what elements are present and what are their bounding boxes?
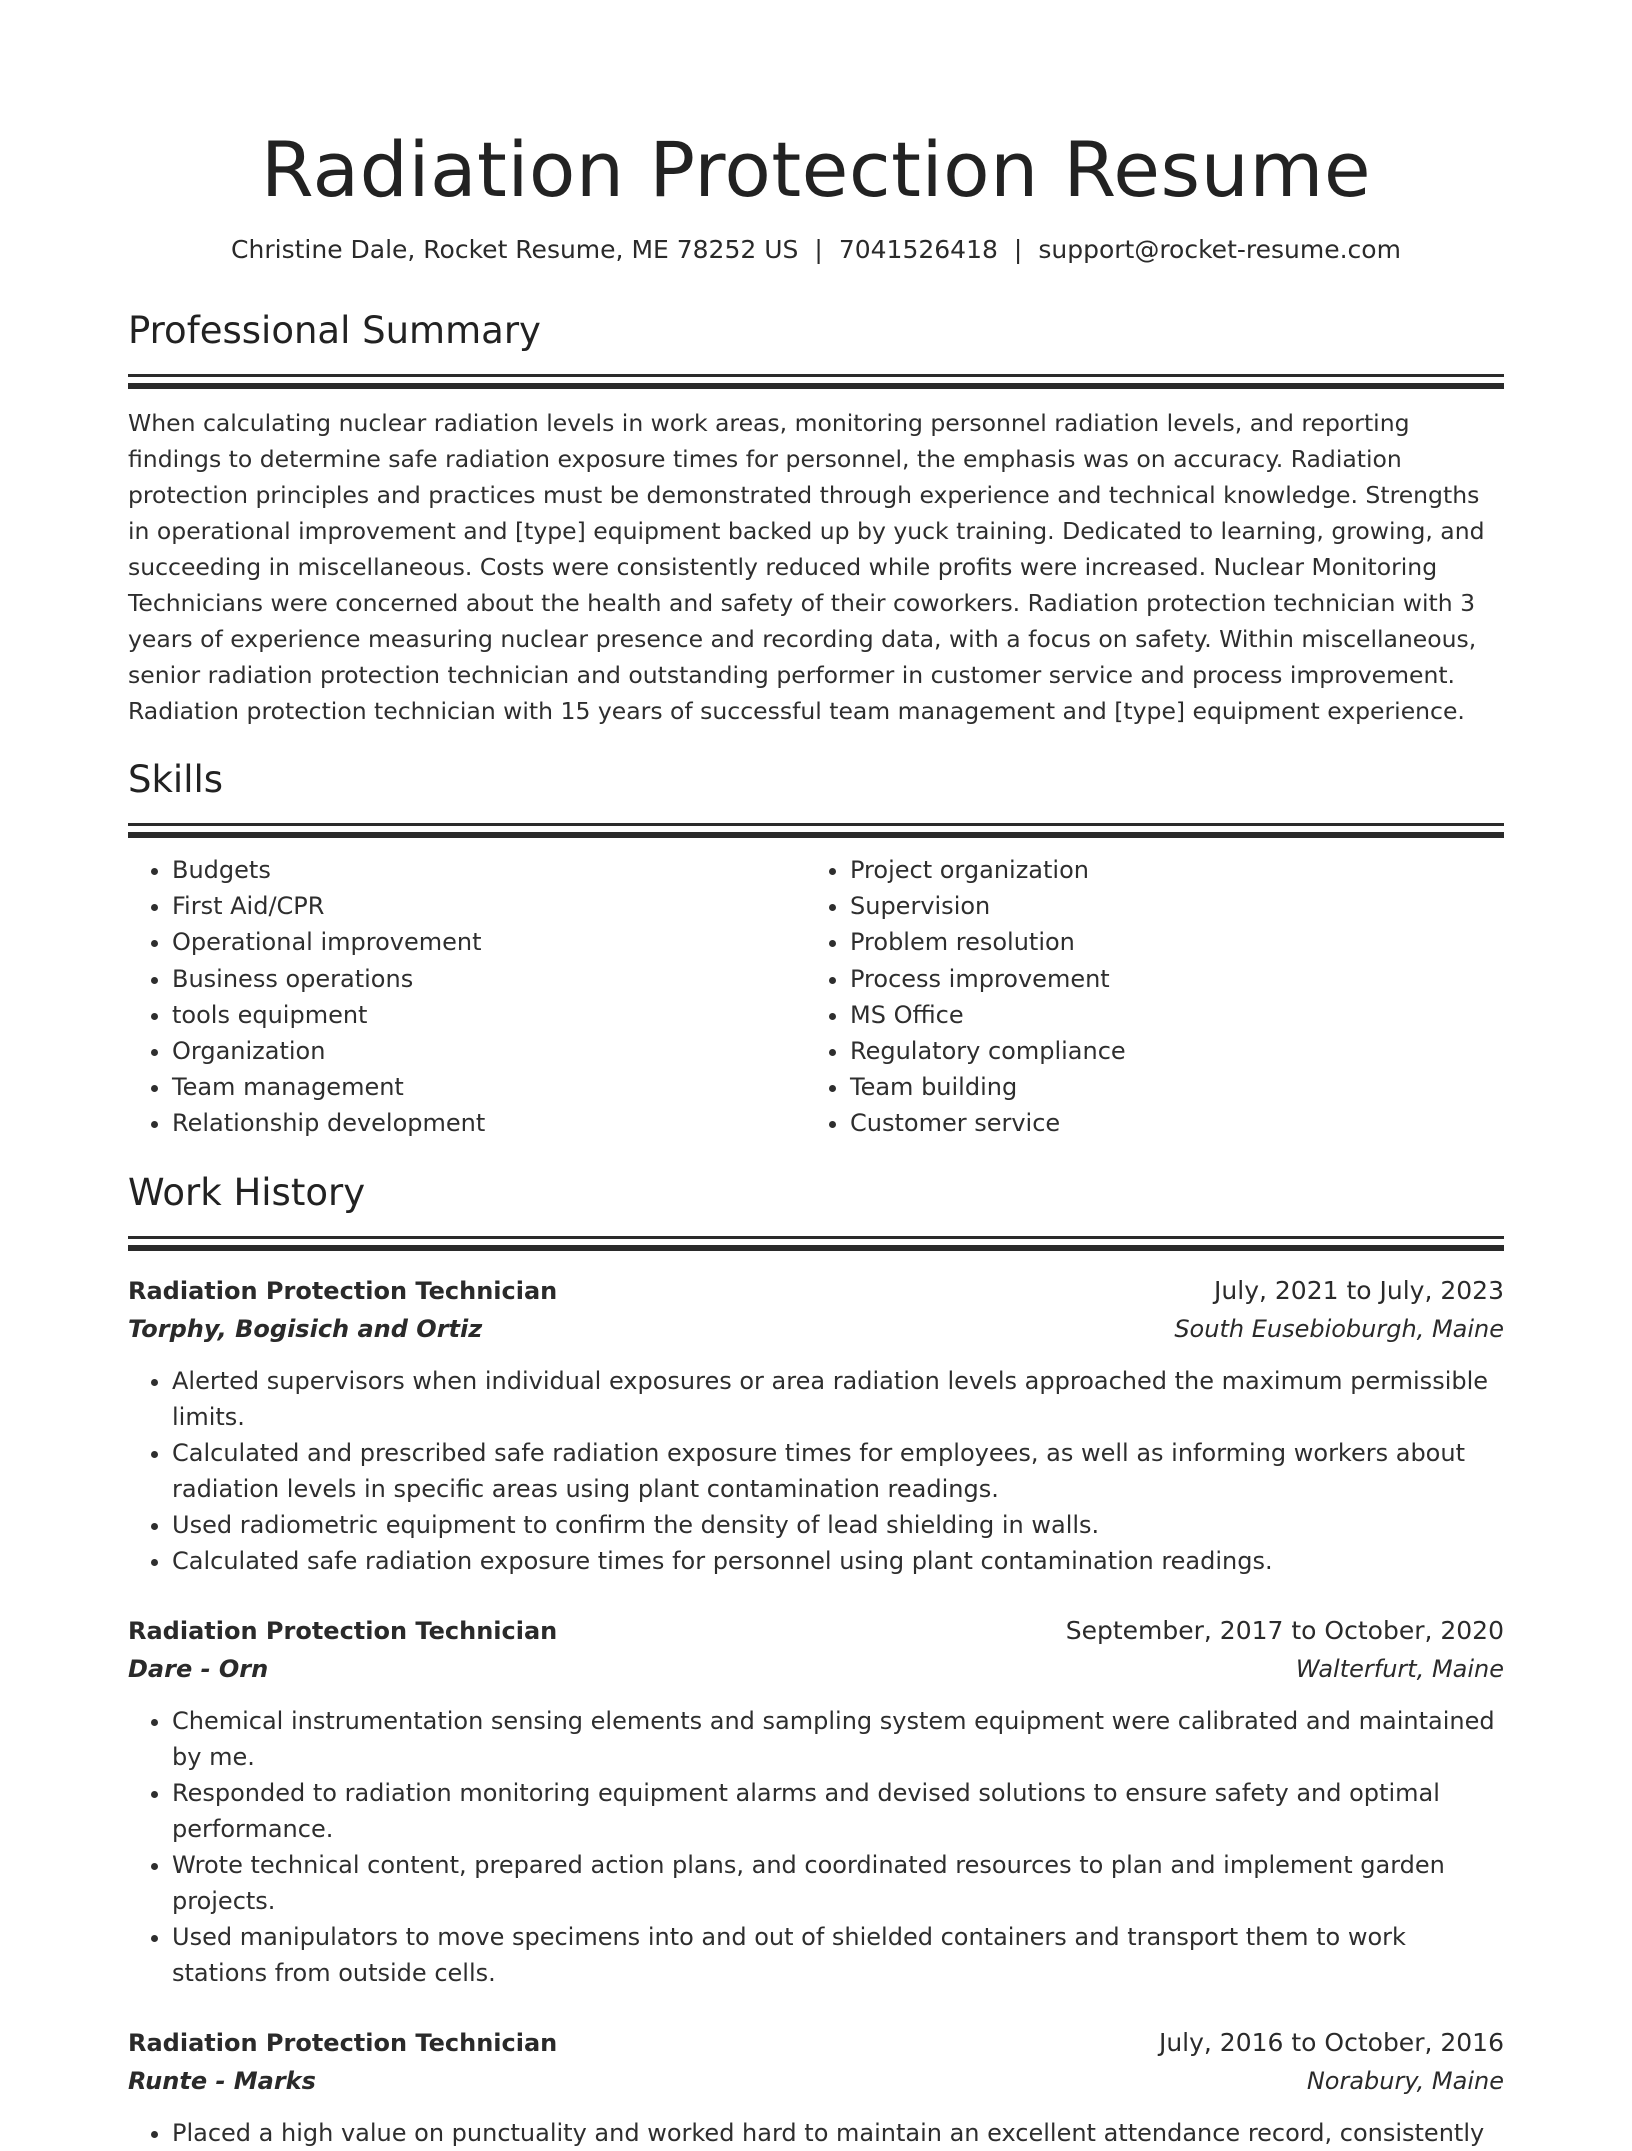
skills-list <box>128 852 1504 1142</box>
job-duty: • Used manipulators to move specimens into and out of shielded containers and transport them to work stations from outside cells. <box>172 1919 1504 1991</box>
job-location: Norabury, Maine <box>1306 2066 1504 2095</box>
job-dates: September, 2017 to October, 2020 <box>1065 1615 1504 1645</box>
job-company: Runte - Marks <box>128 2066 316 2095</box>
contact-phone: 7041526418 <box>838 235 998 264</box>
contact-email: support@rocket-resume.com <box>1038 235 1401 264</box>
contact-address: Christine Dale, Rocket Resume, ME 78252 US <box>231 235 799 264</box>
skill-item: • Budgets <box>172 852 806 888</box>
job-duties <box>128 1363 1504 1579</box>
job-duty: • Chemical instrumentation sensing elements and sampling system equipment were calibrated and maintained by me. <box>172 1703 1504 1775</box>
section-divider-thick <box>128 832 1504 838</box>
skill-item: • Regulatory compliance <box>850 1033 1484 1069</box>
resume-page <box>128 0 1504 2151</box>
resume-title: Radiation Protection Resume <box>260 125 1372 214</box>
section-divider-thick <box>128 1245 1504 1251</box>
skill-item: • Customer service <box>850 1105 1484 1141</box>
job-header <box>128 1613 1504 1649</box>
job-employer-row <box>128 2061 1504 2101</box>
job-duty: • Placed a high value on punctuality and worked hard to maintain an excellent attendance record, consistently <box>172 2115 1504 2151</box>
job-header <box>128 1273 1504 1309</box>
job-dates: July, 2016 to October, 2016 <box>1158 2027 1504 2057</box>
section-divider-thick <box>128 383 1504 389</box>
job-duty: • Alerted supervisors when individual exposures or area radiation levels approached the maximum permissible limits. <box>172 1363 1504 1435</box>
skill-item: • Project organization <box>850 852 1484 888</box>
contact-separator: | <box>814 235 823 264</box>
section-divider <box>128 823 1504 826</box>
skill-item: • Operational improvement <box>172 924 806 960</box>
skill-item: • Team building <box>850 1069 1484 1105</box>
job-employer-row <box>128 1309 1504 1349</box>
job-entry <box>128 1613 1504 1991</box>
job-employer-row <box>128 1649 1504 1689</box>
work-history-section <box>128 1168 1504 2151</box>
skill-item: • Organization <box>172 1033 806 1069</box>
section-divider <box>128 1236 1504 1239</box>
summary-section <box>128 306 1504 729</box>
skill-item: • Problem resolution <box>850 924 1484 960</box>
job-duty: • Calculated and prescribed safe radiation exposure times for employees, as well as informing workers about radiation levels in specific areas using plant contamination readings. <box>172 1435 1504 1507</box>
skills-heading: Skills <box>128 758 224 801</box>
skill-item: • Business operations <box>172 961 806 997</box>
skill-item: • Team management <box>172 1069 806 1105</box>
job-dates: July, 2021 to July, 2023 <box>1214 1275 1504 1305</box>
job-company: Dare - Orn <box>128 1654 269 1683</box>
job-header <box>128 2025 1504 2061</box>
job-location: Walterfurt, Maine <box>1295 1654 1504 1683</box>
summary-heading: Professional Summary <box>128 309 541 352</box>
skills-section <box>128 755 1504 1142</box>
job-entry <box>128 2025 1504 2151</box>
skills-column-right <box>806 852 1484 1142</box>
summary-text: When calculating nuclear radiation levels in work areas, monitoring personnel radiation levels, and reporting findings to determine safe radiation exposure times for personnel, the emphasis was on accuracy. Radiation protection principles and practices must be demonstrated through experience and technical knowledge. Strengths in operational improvement and [type] equipment backed up by yuck training. Dedicated to learning, growing, and succeeding in miscellaneous. Costs were consistently reduced while profits were increased. Nuclear Monitoring Technicians were concerned about the health and safety of their coworkers. Radiation protection technician with 3 years of experience measuring nuclear presence and recording data, with a focus on safety. Within miscellaneous, senior radiation protection technician and outstanding performer in customer service and process improvement. Radiation protection technician with 15 years of successful team management and [type] equipment experience. <box>128 409 1485 725</box>
job-duty: • Calculated safe radiation exposure times for personnel using plant contamination readings. <box>172 1543 1504 1579</box>
job-title: Radiation Protection Technician <box>128 2028 558 2057</box>
skill-item: • MS Office <box>850 997 1484 1033</box>
skill-item: • First Aid/CPR <box>172 888 806 924</box>
job-company: Torphy, Bogisich and Ortiz <box>128 1314 483 1343</box>
job-duty: • Wrote technical content, prepared action plans, and coordinated resources to plan and implement garden projects. <box>172 1847 1504 1919</box>
skill-item: • Process improvement <box>850 961 1484 997</box>
job-title: Radiation Protection Technician <box>128 1276 558 1305</box>
job-location: South Eusebioburgh, Maine <box>1174 1314 1504 1343</box>
skill-item: • Supervision <box>850 888 1484 924</box>
job-duty: • Responded to radiation monitoring equipment alarms and devised solutions to ensure safety and optimal performance. <box>172 1775 1504 1847</box>
job-duty: • Used radiometric equipment to confirm the density of lead shielding in walls. <box>172 1507 1504 1543</box>
skill-item: • tools equipment <box>172 997 806 1033</box>
job-duties <box>128 2115 1504 2151</box>
contact-line <box>128 230 1504 270</box>
skills-column-left <box>128 852 806 1142</box>
work-history-heading: Work History <box>128 1170 366 1214</box>
skill-item: • Relationship development <box>172 1105 806 1141</box>
job-duties <box>128 1703 1504 1991</box>
job-title: Radiation Protection Technician <box>128 1616 558 1645</box>
contact-separator: | <box>1013 235 1023 264</box>
section-divider <box>128 374 1504 377</box>
job-entry <box>128 1273 1504 1579</box>
